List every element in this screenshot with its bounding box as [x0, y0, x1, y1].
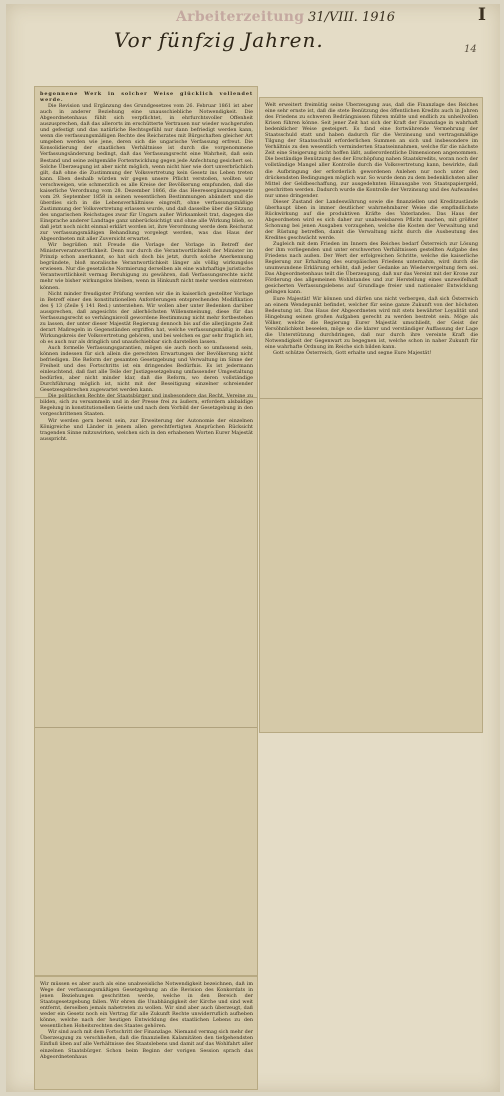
paragraph: Die Revision und Ergänzung des Grundgesetzes vom 26. Februar 1861 ist aber auch in anderer Beziehung eine unausschiebliche Notwendigkeit. Die Abgeordnetenhaus fühlt sich verpflichtet, in ehrfurchtsvoller Offenheit auszusprechen, daß das allerorts im erschütterte Vertrauen nur wieder wachgerufen und gefestigt und das natürliche Rechtsgefühl nur dann befriedigt werden kann, wenn die verfassungsmäßigen Rechte des Reichsrates mit Bürgschaften gleicher Art umgeben werden wie jene, deren sich die ungarische Verfassung erfreut. Die Konsolidierung der staatlichen Verhältnisse ist durch die vorgenommene Verfassungsänderung bedingt, daß das Verfassungsrecht eine Wahrheit, daß sein Bestand und seine zeitgemäße Fortentwicklung gegen jede Anfechtung gesichert sei. Solche Überzeugung ist aber nicht möglich, wenn nicht hier wie dort unverbrüchlich gilt, daß ohne die Zustimmung der Volksvertretung kein Gesetz ins Leben treten kann. Eben deshalb würden wir gegen unsere Pflicht verstoßen, wollten wir verschweigen, wie schmerzlich es alle Kreise der Bevölkerung empfunden, daß die kaiserliche Verordnung vom 28. Dezember 1866, die das Heeresergänzungsgesetz vom 29. September 1858 in seinen wesentlichen Bestimmungen abändert und die überdies sich in die Lebensverhältnisse eingreift, ohne verfassungsmäßige Zustimmung der Volksvertretung erlassen wurde, und daß dasselbe über die Sitzung des ungarischen Reichstages zwar für Ungarn außer Wirksamkeit trat, dagegen die Einsprache anderer Landtage ganz unberücksichtigt und ohne alle Wirkung blieb, so daß jetzt noch nicht einmal erklärt worden ist, ihre Verordnung werde dem Reichsrat zur verfassungsmäßigen Behandlung vorgelegt werden, was das Haus der Abgeordneten mit aller Zuversicht erwartet. [40, 103, 253, 243]
paragraph: Gott schütze Österreich, Gott erhalte und segne Eure Majestät! [273, 349, 432, 356]
fold-line [35, 727, 257, 728]
paragraph: begonnene Werk in solcher Weise glücklich vollendet werde. [40, 91, 253, 104]
newspaper-stamp: Arbeiterzeitung [176, 9, 305, 25]
clipping-bottom-column [34, 976, 258, 1090]
paragraph: Zugleich mit dem Frieden im Innern des Reiches bedarf Österreich zur Lösung der ihm vorliegenden und unter erschwerten Verhältnissen gestellten Aufgabe des Friedens nach außen. Der Wert der erfolgreichen Schritte, welche die kaiserliche Regierung zur Erhaltung des europäischen Friedens unternahm, wird durch die unumwundene Erklärung erhöht, daß jeder Gedanke an Wiedervergeltung fern sei. Das Abgeordnetenhaus teilt die Überzeugung, daß nur das Vereint mit der Krone zur Förderung des allgemeinen Wohlstandes und zur Herstellung eines unzweifelhaft gesicherten Verfassungslebens auf Grundlage freier und nationaler Entwicklung gelingen kann. [265, 241, 478, 296]
bottom-column-text [40, 981, 253, 1086]
right-column-text [265, 102, 478, 729]
album-page [6, 4, 500, 1092]
paragraph: Die politischen Rechte der Staatsbürger und insbesondere das Recht, Vereine zu bilden, sich zu versammeln und in der Presse frei zu äußern, erfordern alsbaldige Regelung in konstitutionellem Geiste und nach dem Vorbild der Gesetzgebung in den vorgeschrittenen Staaten. [40, 393, 253, 418]
paragraph: Welt erweitert freimütig seine Überzeugung aus, daß die Finanzlage des Reiches eine sehr ernste ist, daß die stete Benützung des öffentlichen Kredits auch in Jahren des Friedens zu schweren Bedrängnissen führen müßte und endlich zu unheilvollen Krisen führen könne. Seit jener Zeit hat sich der Kraft der Finanzlage in wahrhaft bedenklicher Weise gesteigert. Es fand eine fortwährende Vermehrung der Staatsschuld statt und haben dadurch für die Verzinsung und vertragsmäßige Tilgung der Staatsschuld erforderlichen Summen an sich und insbesondere im Verhältnis zu den wesentlich verminderten Staatseinnahmen, welche für die nächste Zeit eine Steigerung nicht hoffen läßt, außerordentliche Dimensionen angenommen. Die beständige Benützung des der Erschöpfung nahen Staatskredits, woran noch der vollständige Mangel aller Kontrolle durch die Volksvertretung kann, bewirkte, daß die Aufbringung der erforderlich gewordenen Anlehen nur noch unter den drückendsten Bedingungen möglich war. So wurde denn zu dem bedenklichsten aller Mittel der Geldbeschaffung, zur ausgedehnten Hinausgabe von Staatspapiergeld, geschritten werden. Dadurch wurde die Kontrolle der Verzinsung und des Aufwandes nur umso dringender. [265, 102, 478, 199]
fold-line [35, 397, 257, 398]
paragraph: Auch formelle Verfassungsgarantien, mögen sie auch noch so umfassend sein, können indessen für sich allein die gerechten Erwartungen der Bevölkerung nicht befriedigen. Die Reform der gesamten Gesetzgebung und Verwaltung im Sinne der Freiheit und des Fortschritts ist ein dringendes Bedürfnis. Es ist jedermann einleuchtend, daß fast alle Teile der Justizgesetzgebung umfassender Umgestaltung bedürfen, aber nicht minder klar, daß die Reform, wo deren vollständige Durchführung möglich ist, nicht mit der Beseitigung einzelner schreiender Gesetzesgebrechen zugewartet werden kann. [40, 344, 253, 394]
left-column-text [40, 91, 253, 972]
clipping-left-column [34, 86, 258, 976]
clipping-right-column [259, 97, 483, 733]
page-number: 14 [464, 44, 477, 55]
paragraph: Wir sind auch mit dem Fortschritt der Finanzlage. Niemand vermag sich mehr der Überzeugung zu verschließen, daß die finanziellen Kalamitäten den tiefgehendsten Einfluß üben auf alle Verhältnisse des Staatslebens und damit auf das Wohlfahrt aller einzelnen Staatsbürger. Schon beim Beginn der vorigen Session sprach das Abgeordnetenhaus [40, 1029, 253, 1060]
paragraph: Wir begrüßen mit Freude die Vorlage der Vorlage in Betreff der Ministerverantwortlichkeit. Denn nur durch die Verantwortlichkeit der Minister im Prinzip schon anerkannt, so hat sich doch bis jetzt, durch solche Anerkennung begründete, bloß moralische Verantwortlichkeit länger als völlig wirkungslos erwiesen. Nur die gesetzliche Normierung derselben als eine wahrhaftige juristische Verantwortlichkeit vermag Beruhigung zu gewähren, daß Verfassungsrechte nicht mehr wie bisher wirkungslos bleiben, wenn in Hinkunft nicht mehr werden eintreten können. [40, 242, 253, 291]
handwritten-date: 31/VIII. 1916 [308, 10, 396, 25]
paragraph: Dieser Zustand der Landeswährung sowie die finanziellen und Kreditzustände überhaupt üben in immer deutlicher wahrnehmbarer Weise die empfindlichste Rückwirkung auf die produktiven Kräfte des Vaterlandes. Das Haus der Abgeordneten wird es sich daher zur unabweisbaren Pflicht machen, mit größter Schonung bei jenen Ausgaben vorzugehen, welche die Kosten der Verwaltung und der Rüstung betreffen, damit die Verwaltung nicht durch die Ausbeutung des Kredites geschwächt werde. [265, 198, 478, 242]
paragraph: Nicht minder freudigster Prüfung werden wir die in kaiserlich gestellter Vorlage in Betreff einer den konstitutionellen Anforderungen entsprechenden Modifikation des § 13 (Zeile § 141 Red.) unterziehen. Wir wollen aber unter Bedenken darüber aussprechen, daß angesichts der allerhöchsten Willensmeinung, diese für das Verfassungsrecht so verhängnisvoll gewordene Bestimmung nicht mehr fortbestehen zu lassen, der unter dieser Majestät Regierung dennoch bis auf die allerjüngste Zeit derart Maßregeln in Gegenständen ergriffen hat, welche verfassungsmäßig in dem Wirkungskreis der Volksvertretung gehören, und bei welchen es gar sehr fraglich ist, ob es auch nur als dringlich und unaufschiebbar sich darstellen lassen. [40, 290, 253, 345]
paragraph: Wir werden gern bereit sein, zur Erweiterung der Autonomie der einzelnen Königreiche und Länder in jenem allen gerechtfertigten Ansprüchen Rücksicht tragenden Sinne mitzuwirken, welchen sich in den erhabenen Worten Eurer Majestät ausspricht. [40, 417, 253, 442]
roman-numeral: I [478, 5, 486, 25]
paragraph: Wir müssen es aber auch als eine unabweisliche Notwendigkeit bezeichnen, daß im Wege der verfassungsmäßigen Gesetzgebung an die Revision des Konkordats in jenen Beziehungen geschritten werde, welche in den Bereich der Staatsgesetzgebung fallen. Wir ehren die Unabhängigkeit der Kirche und sind weit entfernt, derselben jemals nahetreten zu wollen. Wir sind aber auch überzeugt, daß weder ein Gesetz noch ein Vertrag für alle Zukunft Rechte unwiderruflich aufheben könne, welche nach der heutigen Entwicklung des staatlichen Lebens zu den wesentlichen Hoheitsrechten des Staates gehören. [40, 981, 253, 1030]
fold-line [260, 398, 482, 399]
handwritten-title: Vor fünfzig Jahren. [114, 28, 324, 52]
paragraph: Eure Majestät! Wir können und dürfen uns nicht verbergen, daß sich Österreich an einem Wendepunkt befindet, welcher für seine ganze Zukunft von der höchsten Bedeutung ist. Das Haus der Abgeordneten wird mit stets bewährter Loyalität und Hingebung seinen großen Aufgaben gerecht zu werden bestrebt sein. Möge als Völker, welche die Regierung Eurer Majestät umschließt, der Geist der Versöhnlichkeit beseelen, möge so die klarer und verständiger Auffassung der Lage die Unterstützung durchdringen, daß nur durch ihre vereinte Kraft die Notwendigkeit der Gegenwart zu begegnen ist, welche schon in naher Zukunft für eine wahrhafte Ordnung im Reiche sich bilden kann. [265, 295, 478, 350]
